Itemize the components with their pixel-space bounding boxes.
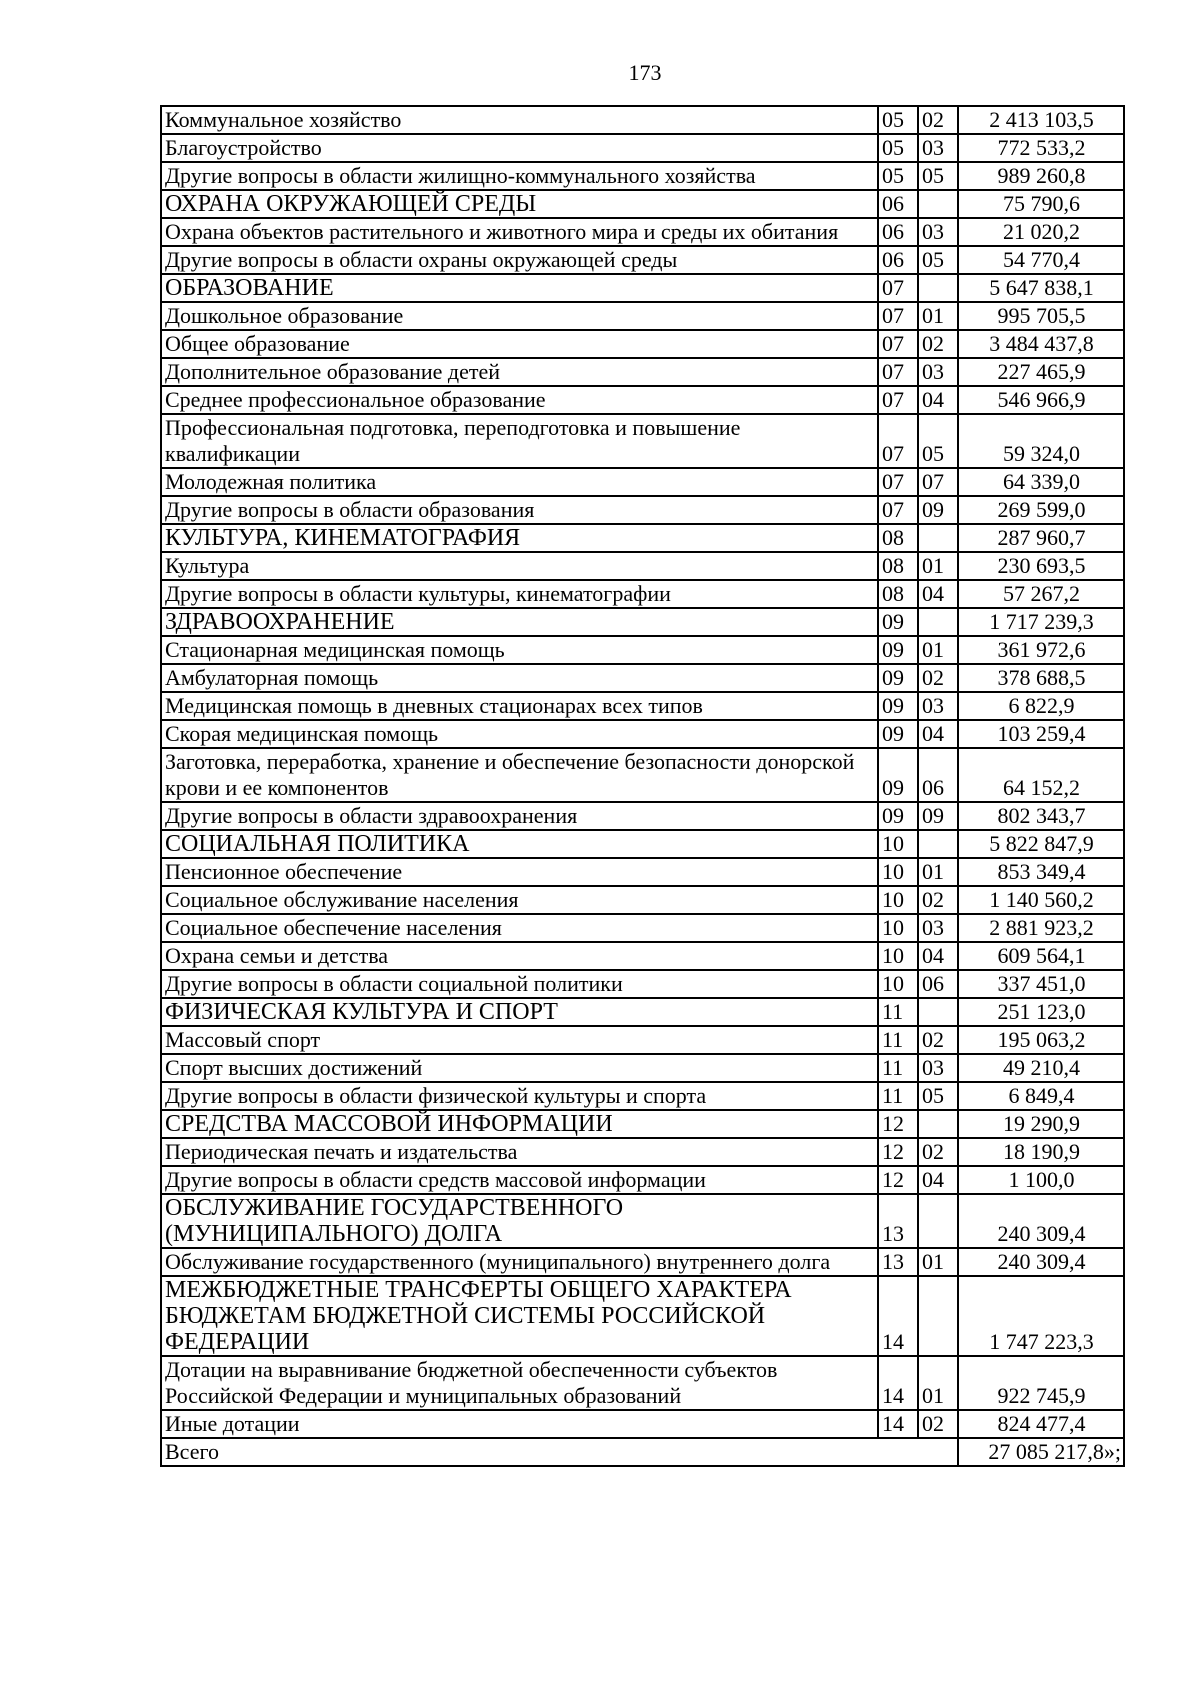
item-name: Другие вопросы в области жилищно-коммунального хозяйства: [161, 162, 878, 190]
subsection-code: 02: [918, 886, 958, 914]
amount: 546 966,9: [958, 386, 1124, 414]
amount: 5 647 838,1: [958, 274, 1124, 302]
section-code: 14: [878, 1276, 918, 1356]
amount: 378 688,5: [958, 664, 1124, 692]
amount: 287 960,7: [958, 524, 1124, 552]
table-row: [161, 748, 1124, 802]
section-code: 07: [878, 496, 918, 524]
subsection-code: 02: [918, 1138, 958, 1166]
budget-table: [160, 105, 1125, 1467]
total-label: Всего: [161, 1438, 958, 1466]
table-row: [161, 218, 1124, 246]
table-row: [161, 802, 1124, 830]
table-row: [161, 162, 1124, 190]
item-name: Другие вопросы в области охраны окружающей среды: [161, 246, 878, 274]
table-row: [161, 358, 1124, 386]
table-row: [161, 886, 1124, 914]
subsection-code: [918, 274, 958, 302]
table-row: [161, 664, 1124, 692]
subsection-code: 06: [918, 970, 958, 998]
section-name: СОЦИАЛЬНАЯ ПОЛИТИКА: [161, 830, 878, 858]
subsection-code: 03: [918, 358, 958, 386]
item-name: Дополнительное образование детей: [161, 358, 878, 386]
table-row: [161, 720, 1124, 748]
subsection-code: 04: [918, 942, 958, 970]
table-row: [161, 496, 1124, 524]
amount: 337 451,0: [958, 970, 1124, 998]
amount: 922 745,9: [958, 1356, 1124, 1410]
item-name: Социальное обслуживание населения: [161, 886, 878, 914]
table-row: [161, 468, 1124, 496]
amount: 802 343,7: [958, 802, 1124, 830]
table-row: [161, 552, 1124, 580]
amount: 1 140 560,2: [958, 886, 1124, 914]
section-code: 06: [878, 246, 918, 274]
amount: 227 465,9: [958, 358, 1124, 386]
subsection-code: 04: [918, 1166, 958, 1194]
table-row: [161, 302, 1124, 330]
item-name: Скорая медицинская помощь: [161, 720, 878, 748]
section-name: КУЛЬТУРА, КИНЕМАТОГРАФИЯ: [161, 524, 878, 552]
section-name: ОХРАНА ОКРУЖАЮЩЕЙ СРЕДЫ: [161, 190, 878, 218]
table-row: [161, 1248, 1124, 1276]
item-name: Профессиональная подготовка, переподготовка и повышение квалификации: [161, 414, 878, 468]
subsection-code: [918, 1110, 958, 1138]
subsection-code: [918, 998, 958, 1026]
section-code: 10: [878, 970, 918, 998]
section-code: 09: [878, 608, 918, 636]
section-row: [161, 830, 1124, 858]
item-name: Другие вопросы в области средств массовой информации: [161, 1166, 878, 1194]
subsection-code: 09: [918, 496, 958, 524]
table-row: [161, 1138, 1124, 1166]
section-row: [161, 190, 1124, 218]
section-code: 14: [878, 1410, 918, 1438]
section-code: 09: [878, 692, 918, 720]
table-row: [161, 1410, 1124, 1438]
item-name: Благоустройство: [161, 134, 878, 162]
page-number: 173: [628, 60, 662, 85]
item-name: Обслуживание государственного (муниципального) внутреннего долга: [161, 1248, 878, 1276]
section-code: 07: [878, 302, 918, 330]
subsection-code: 01: [918, 552, 958, 580]
amount: 240 309,4: [958, 1194, 1124, 1248]
amount: 269 599,0: [958, 496, 1124, 524]
subsection-code: 01: [918, 1248, 958, 1276]
section-code: 12: [878, 1110, 918, 1138]
subsection-code: 06: [918, 748, 958, 802]
amount: 195 063,2: [958, 1026, 1124, 1054]
section-code: 09: [878, 720, 918, 748]
amount: 3 484 437,8: [958, 330, 1124, 358]
section-code: 10: [878, 942, 918, 970]
section-code: 08: [878, 524, 918, 552]
section-code: 06: [878, 218, 918, 246]
section-code: 07: [878, 330, 918, 358]
section-code: 05: [878, 106, 918, 134]
item-name: Культура: [161, 552, 878, 580]
subsection-code: 05: [918, 1082, 958, 1110]
amount: 2 881 923,2: [958, 914, 1124, 942]
budget-table-body: [161, 106, 1124, 1466]
amount: 240 309,4: [958, 1248, 1124, 1276]
subsection-code: [918, 524, 958, 552]
amount: 1 717 239,3: [958, 608, 1124, 636]
section-code: 12: [878, 1166, 918, 1194]
table-row: [161, 386, 1124, 414]
item-name: Массовый спорт: [161, 1026, 878, 1054]
amount: 75 790,6: [958, 190, 1124, 218]
subsection-code: 05: [918, 414, 958, 468]
amount: 64 339,0: [958, 468, 1124, 496]
section-code: 07: [878, 386, 918, 414]
section-name: СРЕДСТВА МАССОВОЙ ИНФОРМАЦИИ: [161, 1110, 878, 1138]
item-name: Общее образование: [161, 330, 878, 358]
item-name: Охрана семьи и детства: [161, 942, 878, 970]
item-name: Заготовка, переработка, хранение и обеспечение безопасности донорской крови и ее компонентов: [161, 748, 878, 802]
amount: 6 822,9: [958, 692, 1124, 720]
section-code: 10: [878, 914, 918, 942]
subsection-code: 03: [918, 1054, 958, 1082]
amount: 230 693,5: [958, 552, 1124, 580]
section-code: 11: [878, 1054, 918, 1082]
table-row: [161, 414, 1124, 468]
item-name: Периодическая печать и издательства: [161, 1138, 878, 1166]
total-sum: 27 085 217,8»;: [958, 1438, 1124, 1466]
amount: 824 477,4: [958, 1410, 1124, 1438]
section-name: МЕЖБЮДЖЕТНЫЕ ТРАНСФЕРТЫ ОБЩЕГО ХАРАКТЕРА БЮДЖЕТАМ БЮДЖЕТНОЙ СИСТЕМЫ РОССИЙСКОЙ ФЕДЕРАЦИИ: [161, 1276, 878, 1356]
section-code: 10: [878, 858, 918, 886]
item-name: Молодежная политика: [161, 468, 878, 496]
item-name: Другие вопросы в области культуры, кинематографии: [161, 580, 878, 608]
subsection-code: 02: [918, 106, 958, 134]
item-name: Другие вопросы в области образования: [161, 496, 878, 524]
section-code: 11: [878, 998, 918, 1026]
subsection-code: 09: [918, 802, 958, 830]
amount: 251 123,0: [958, 998, 1124, 1026]
subsection-code: 04: [918, 386, 958, 414]
table-row: [161, 692, 1124, 720]
table-row: [161, 636, 1124, 664]
item-name: Социальное обеспечение населения: [161, 914, 878, 942]
amount: 2 413 103,5: [958, 106, 1124, 134]
amount: 57 267,2: [958, 580, 1124, 608]
amount: 1 747 223,3: [958, 1276, 1124, 1356]
table-row: [161, 942, 1124, 970]
section-code: 07: [878, 414, 918, 468]
subsection-code: 02: [918, 330, 958, 358]
section-code: 09: [878, 636, 918, 664]
section-name: ОБСЛУЖИВАНИЕ ГОСУДАРСТВЕННОГО (МУНИЦИПАЛЬНОГО) ДОЛГА: [161, 1194, 878, 1248]
section-row: [161, 1110, 1124, 1138]
subsection-code: [918, 608, 958, 636]
subsection-code: 04: [918, 720, 958, 748]
section-code: 08: [878, 580, 918, 608]
subsection-code: 03: [918, 134, 958, 162]
section-code: 10: [878, 830, 918, 858]
table-row: [161, 246, 1124, 274]
section-code: 06: [878, 190, 918, 218]
item-name: Среднее профессиональное образование: [161, 386, 878, 414]
item-name: Иные дотации: [161, 1410, 878, 1438]
subsection-code: 05: [918, 162, 958, 190]
subsection-code: [918, 190, 958, 218]
subsection-code: [918, 1276, 958, 1356]
subsection-code: 02: [918, 1026, 958, 1054]
item-name: Амбулаторная помощь: [161, 664, 878, 692]
section-code: 07: [878, 274, 918, 302]
item-name: Другие вопросы в области социальной политики: [161, 970, 878, 998]
amount: 64 152,2: [958, 748, 1124, 802]
section-code: 14: [878, 1356, 918, 1410]
amount: 609 564,1: [958, 942, 1124, 970]
amount: 18 190,9: [958, 1138, 1124, 1166]
amount: 995 705,5: [958, 302, 1124, 330]
amount: 1 100,0: [958, 1166, 1124, 1194]
section-code: 10: [878, 886, 918, 914]
section-code: 07: [878, 468, 918, 496]
table-row: [161, 1356, 1124, 1410]
table-row: [161, 914, 1124, 942]
amount: 19 290,9: [958, 1110, 1124, 1138]
subsection-code: 01: [918, 302, 958, 330]
subsection-code: 01: [918, 636, 958, 664]
item-name: Другие вопросы в области здравоохранения: [161, 802, 878, 830]
section-code: 09: [878, 802, 918, 830]
amount: 989 260,8: [958, 162, 1124, 190]
subsection-code: 03: [918, 218, 958, 246]
subsection-code: 01: [918, 1356, 958, 1410]
table-row: [161, 1026, 1124, 1054]
table-row: [161, 580, 1124, 608]
section-code: 08: [878, 552, 918, 580]
section-code: 05: [878, 134, 918, 162]
section-name: ОБРАЗОВАНИЕ: [161, 274, 878, 302]
section-row: [161, 608, 1124, 636]
section-code: 05: [878, 162, 918, 190]
section-code: 12: [878, 1138, 918, 1166]
table-row: [161, 858, 1124, 886]
section-row: [161, 274, 1124, 302]
amount: 49 210,4: [958, 1054, 1124, 1082]
item-name: Медицинская помощь в дневных стационарах всех типов: [161, 692, 878, 720]
amount: 5 822 847,9: [958, 830, 1124, 858]
amount: 103 259,4: [958, 720, 1124, 748]
amount: 59 324,0: [958, 414, 1124, 468]
section-code: 07: [878, 358, 918, 386]
amount: 21 020,2: [958, 218, 1124, 246]
item-name: Коммунальное хозяйство: [161, 106, 878, 134]
section-row: [161, 1194, 1124, 1248]
subsection-code: 02: [918, 664, 958, 692]
table-row: [161, 1082, 1124, 1110]
subsection-code: [918, 830, 958, 858]
subsection-code: 05: [918, 246, 958, 274]
item-name: Стационарная медицинская помощь: [161, 636, 878, 664]
amount: 6 849,4: [958, 1082, 1124, 1110]
section-code: 13: [878, 1248, 918, 1276]
section-name: ЗДРАВООХРАНЕНИЕ: [161, 608, 878, 636]
subsection-code: 07: [918, 468, 958, 496]
amount: 853 349,4: [958, 858, 1124, 886]
table-row: [161, 106, 1124, 134]
item-name: Дотации на выравнивание бюджетной обеспеченности субъектов Российской Федерации и муниципальных образований: [161, 1356, 878, 1410]
subsection-code: 02: [918, 1410, 958, 1438]
section-row: [161, 998, 1124, 1026]
amount: 54 770,4: [958, 246, 1124, 274]
item-name: Дошкольное образование: [161, 302, 878, 330]
section-code: 11: [878, 1082, 918, 1110]
table-row: [161, 330, 1124, 358]
amount: 361 972,6: [958, 636, 1124, 664]
subsection-code: 01: [918, 858, 958, 886]
section-code: 09: [878, 748, 918, 802]
table-row: [161, 1166, 1124, 1194]
table-row: [161, 970, 1124, 998]
section-name: ФИЗИЧЕСКАЯ КУЛЬТУРА И СПОРТ: [161, 998, 878, 1026]
item-name: Спорт высших достижений: [161, 1054, 878, 1082]
table-row: [161, 134, 1124, 162]
total-row: [161, 1438, 1124, 1466]
section-row: [161, 1276, 1124, 1356]
subsection-code: 03: [918, 914, 958, 942]
item-name: Охрана объектов растительного и животного мира и среды их обитания: [161, 218, 878, 246]
amount: 772 533,2: [958, 134, 1124, 162]
section-code: 11: [878, 1026, 918, 1054]
section-row: [161, 524, 1124, 552]
item-name: Другие вопросы в области физической культуры и спорта: [161, 1082, 878, 1110]
subsection-code: [918, 1194, 958, 1248]
subsection-code: 04: [918, 580, 958, 608]
section-code: 13: [878, 1194, 918, 1248]
section-code: 09: [878, 664, 918, 692]
subsection-code: 03: [918, 692, 958, 720]
item-name: Пенсионное обеспечение: [161, 858, 878, 886]
table-row: [161, 1054, 1124, 1082]
